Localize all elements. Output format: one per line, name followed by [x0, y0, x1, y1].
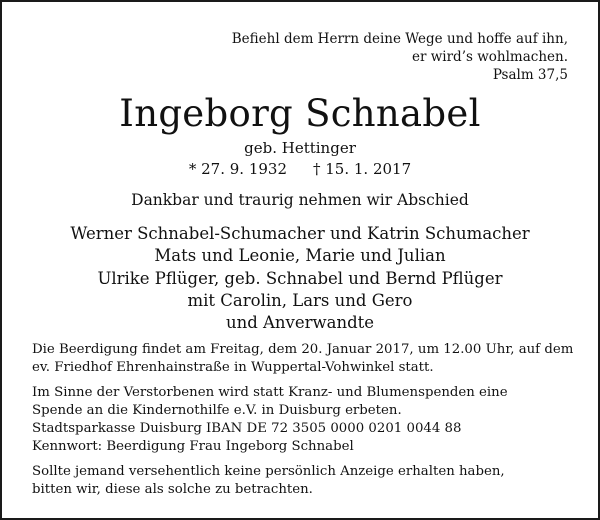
donation-line: Im Sinne der Verstorbenen wird statt Kranz- und Blumenspenden eine [32, 385, 508, 400]
mourner-line: Ulrike Pflüger, geb. Schnabel und Bernd Pflüger [97, 268, 503, 288]
bible-verse [232, 30, 568, 84]
donation-details [32, 384, 574, 456]
donation-keyword: Kennwort: Beerdigung Frau Ingeborg Schnabel [32, 439, 354, 454]
maiden-name: geb. Hettinger [244, 139, 356, 157]
closing-line: bitten wir, diese als solche zu betrachten. [32, 482, 313, 497]
birth-date: * 27. 9. 1932 [188, 160, 287, 178]
deceased-name: Ingeborg Schnabel [119, 92, 481, 135]
verse-reference: Psalm 37,5 [492, 67, 568, 83]
funeral-details [32, 341, 574, 377]
closing-note [32, 463, 574, 499]
mourner-line: Werner Schnabel-Schumacher und Katrin Schumacher [70, 224, 530, 243]
verse-line: Befiehl dem Herrn deine Wege und hoffe auf ihn, [231, 31, 568, 47]
funeral-line: ev. Friedhof Ehrenhainstraße in Wuppertal-Vohwinkel statt. [32, 360, 434, 375]
funeral-line: Die Beerdigung findet am Freitag, dem 20. Januar 2017, um 12.00 Uhr, auf dem [32, 342, 574, 357]
death-date: † 15. 1. 2017 [313, 160, 412, 178]
closing-line: Sollte jemand versehentlich keine persönlich Anzeige erhalten haben, [32, 464, 505, 479]
mourner-line: Mats und Leonie, Marie und Julian [154, 246, 446, 266]
bank-details: Stadtsparkasse Duisburg IBAN DE 72 3505 0000 0201 0044 88 [32, 421, 462, 436]
life-dates [2, 159, 598, 179]
mourners-list [2, 223, 598, 334]
farewell-line: Dankbar und traurig nehmen wir Abschied [131, 191, 469, 209]
mourner-line: mit Carolin, Lars und Gero [187, 290, 413, 310]
mourner-line: und Anverwandte [225, 313, 375, 333]
verse-line: er wird’s wohlmachen. [412, 49, 568, 65]
donation-line: Spende an die Kindernothilfe e.V. in Duisburg erbeten. [32, 403, 402, 418]
